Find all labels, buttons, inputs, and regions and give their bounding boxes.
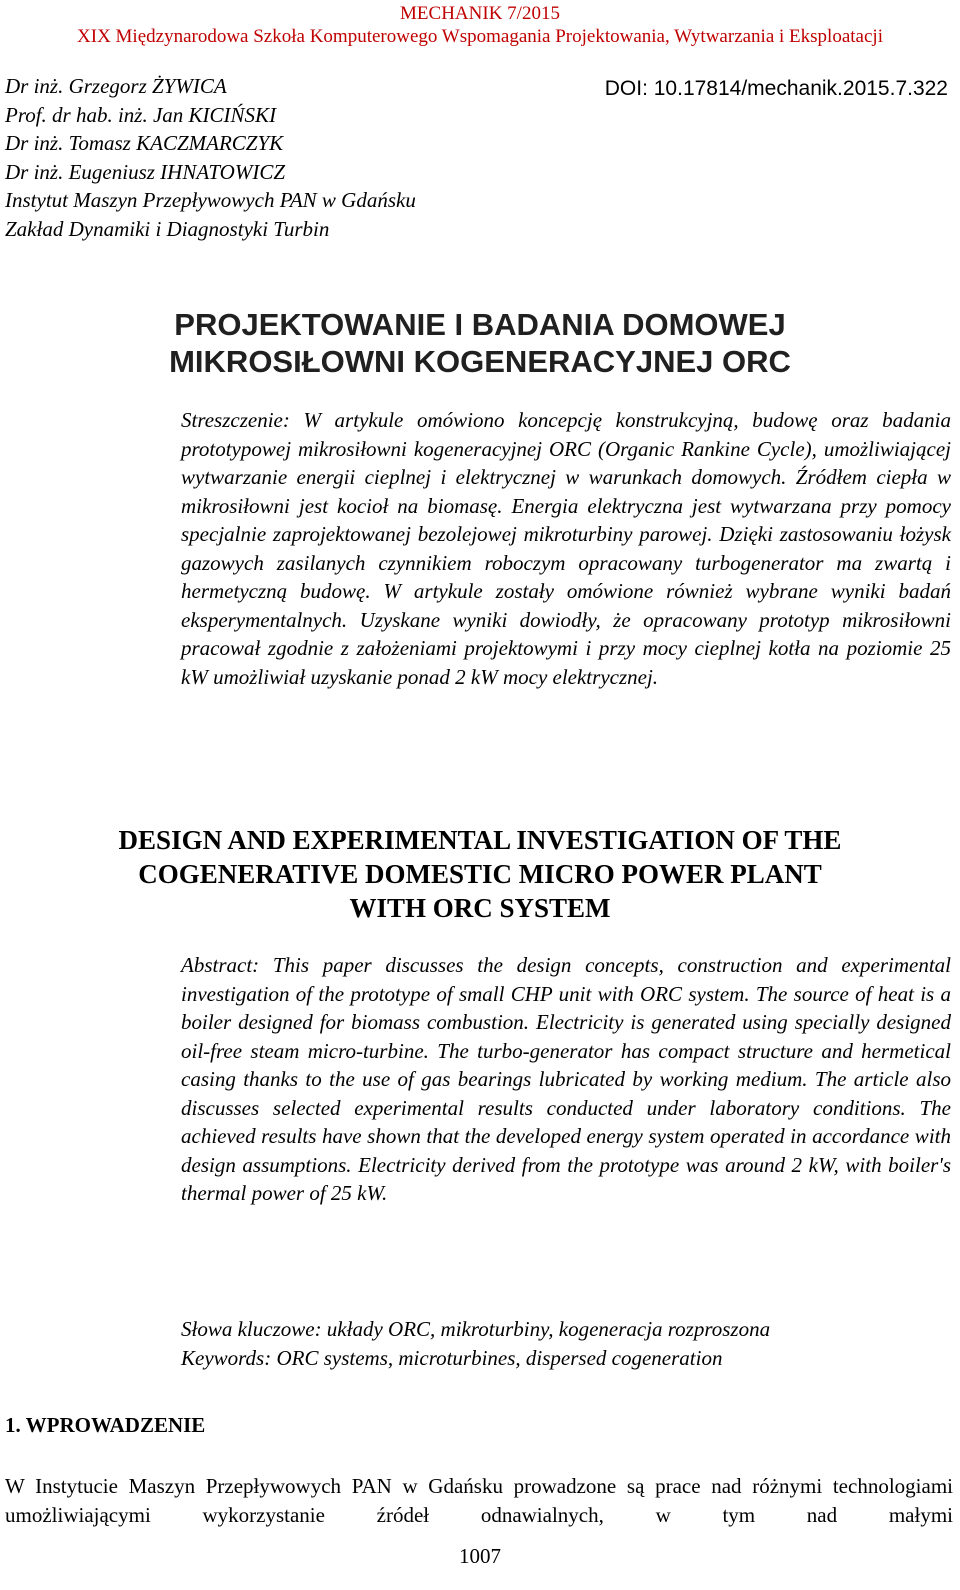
keywords-english: Keywords: ORC systems, microturbines, dispersed cogeneration xyxy=(181,1345,723,1370)
conference-name: XIX Międzynarodowa Szkoła Komputerowego Wspomagania Projektowania, Wytwarzania i Eksploatacji xyxy=(77,26,883,47)
doi: DOI: 10.17814/mechanik.2015.7.322 xyxy=(604,77,948,100)
page-number: 1007 xyxy=(459,1544,501,1568)
affiliation-department: Zakład Dynamiki i Diagnostyki Turbin xyxy=(5,216,330,241)
author-line: Dr inż. Grzegorz ŻYWICA xyxy=(5,74,227,98)
abstract-english: Abstract: This paper discusses the design concepts, construction and experimental investigation of the prototype of small CHP unit with ORC system. The source of heat is a boiler designed for biomass combustion. Electricity is generated using specially designed oil-free steam micro-turbine. The turbo-generator has compact structure and hermetical casing thanks to the use of gas bearings lubricated by working medium. The article also discusses selected experimental results conducted under laboratory conditions. The achieved results have shown that the developed energy system operated in accordance with design assumptions. Electricity derived from the prototype was around 2 kW, with boiler's thermal power of 25 kW. xyxy=(181,953,951,1205)
keywords-block xyxy=(181,1315,770,1372)
abstract-polish: Streszczenie: W artykule omówiono koncepcję konstrukcyjną, budowę oraz badania prototypowej mikrosiłowni kogeneracyjnej ORC (Organic Rankine Cycle), umożliwiającej wytwarzanie energii cieplnej i elektrycznej w warunkach domowych. Źródłem ciepła w mikrosiłowni jest kocioł na biomasę. Energia elektryczna jest wytwarzana przy pomocy specjalnie zaprojektowanej bezolejowej mikroturbiny parowej. Dzięki zastosowaniu łożysk gazowych zasilanych czynnikiem roboczym opracowany turbogenerator ma zwartą i hermetyczną budowę. W artykule zostały omówione również wybrane wyniki badań eksperymentalnych. Uzyskane wyniki dowiodły, że opracowany prototyp mikrosiłowni pracował zgodnie z założeniami projektowymi i przy mocy cieplnej kotła na poziomie 25 kW umożliwiał uzyskanie ponad 2 kW mocy elektrycznej. xyxy=(181,408,951,689)
title-english xyxy=(0,823,960,925)
title-english-line: DESIGN AND EXPERIMENTAL INVESTIGATION OF THE xyxy=(118,825,842,855)
journal-header xyxy=(0,2,960,48)
keywords-polish: Słowa kluczowe: układy ORC, mikroturbiny, kogeneracja rozproszona xyxy=(181,1317,771,1341)
author-line: Dr inż. Tomasz KACZMARCZYK xyxy=(5,131,284,155)
journal-title: MECHANIK 7/2015 xyxy=(400,3,560,24)
author-line: Prof. dr hab. inż. Jan KICIŃSKI xyxy=(5,102,277,127)
author-block xyxy=(5,72,416,243)
title-polish xyxy=(0,306,960,380)
author-line: Dr inż. Eugeniusz IHNATOWICZ xyxy=(5,159,286,184)
title-english-line: WITH ORC SYSTEM xyxy=(349,893,611,923)
affiliation-institute: Instytut Maszyn Przepływowych PAN w Gdańsku xyxy=(5,188,416,212)
section-heading: 1. WPROWADZENIE xyxy=(5,1413,206,1437)
title-english-line: COGENERATIVE DOMESTIC MICRO POWER PLANT xyxy=(138,859,822,889)
title-polish-line: PROJEKTOWANIE I BADANIA DOMOWEJ xyxy=(174,307,786,342)
title-polish-line: MIKROSIŁOWNI KOGENERACYJNEJ ORC xyxy=(169,344,791,379)
intro-paragraph: W Instytucie Maszyn Przepływowych PAN w Gdańsku prowadzone są prace nad różnymi technologiami umożliwiającymi wykorzystanie źródeł odnawialnych, w tym nad małymi xyxy=(5,1474,953,1527)
